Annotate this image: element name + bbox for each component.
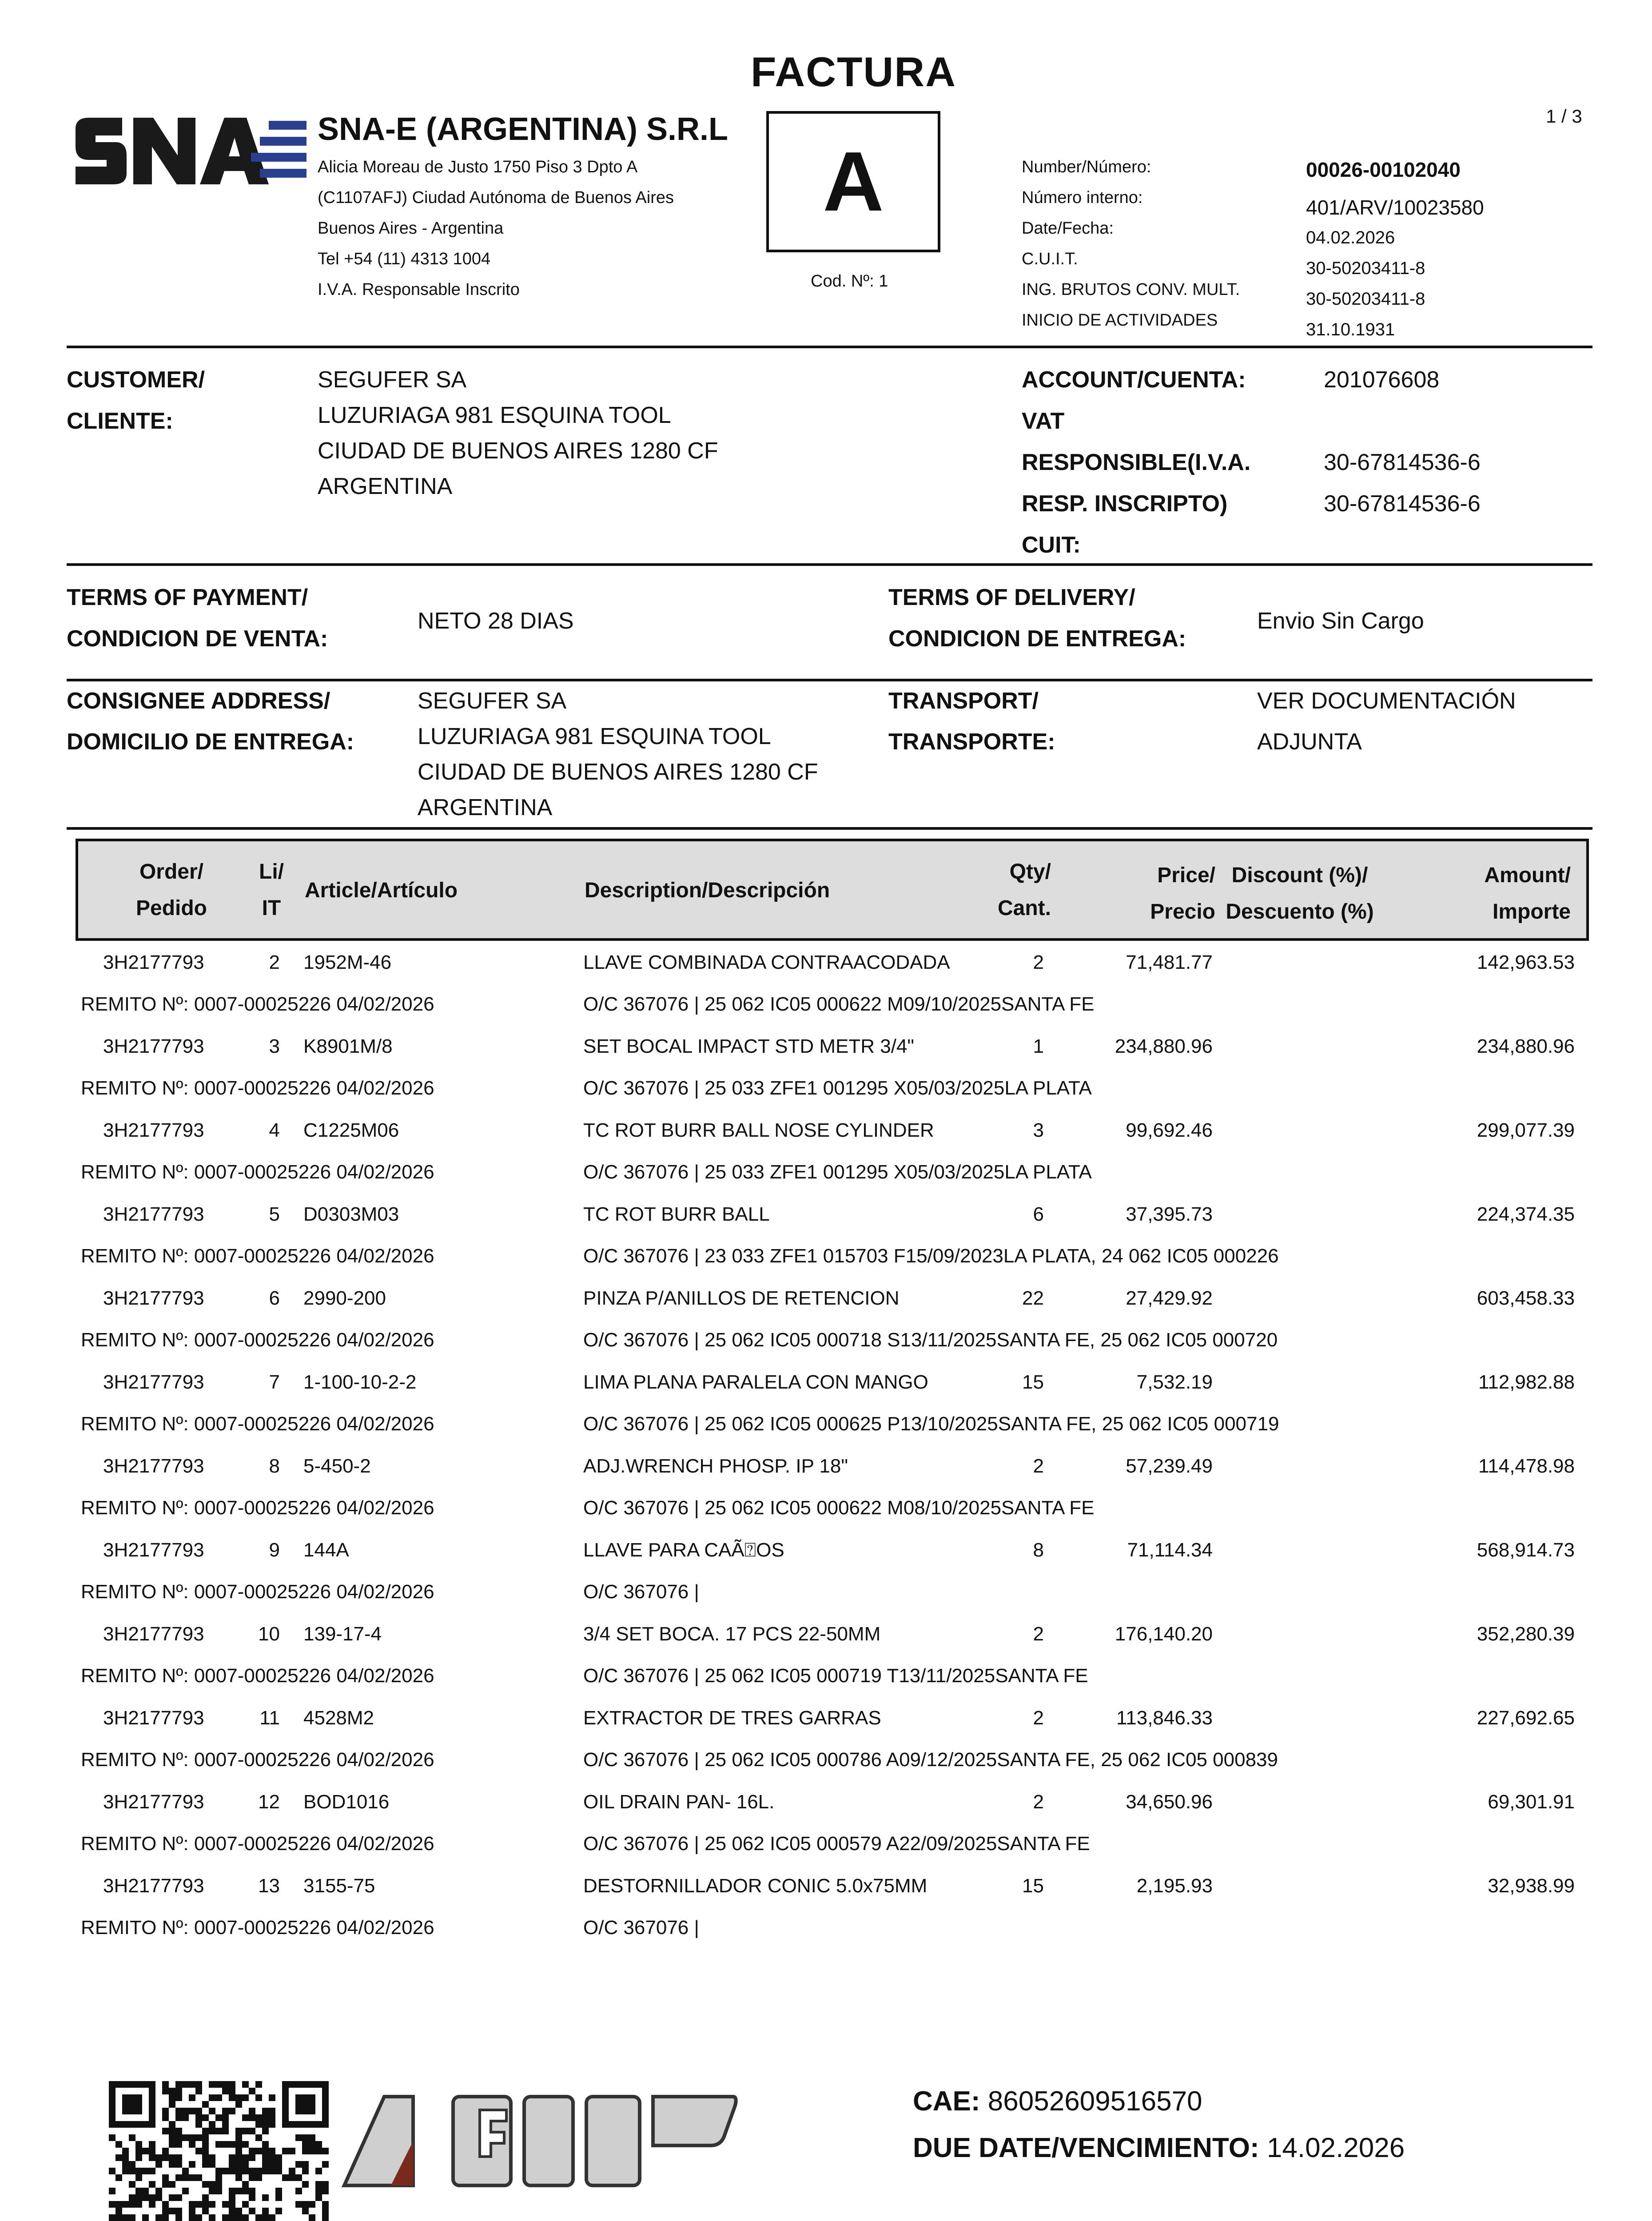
cuit-label: CUIT: — [1022, 532, 1081, 558]
line-item-cell: 8 — [269, 1455, 280, 1477]
consignee-country: ARGENTINA — [418, 795, 553, 820]
quantity-cell: 1 — [1033, 1035, 1044, 1057]
order-cell: 3H2177793 — [103, 1623, 204, 1645]
purchase-order-cell: O/C 367076 | 25 062 IC05 000579 A22/09/2025SANTA FE — [583, 1833, 1090, 1855]
cuit-value: 30-50203411-8 — [1306, 259, 1425, 278]
quantity-cell: 2 — [1033, 951, 1044, 973]
amount-cell: 32,938.99 — [1488, 1875, 1575, 1897]
consignee-label: DOMICILIO DE ENTREGA: — [67, 729, 354, 755]
article-cell: D0303M03 — [303, 1203, 399, 1225]
page-number: 1 / 3 — [1546, 106, 1582, 127]
order-cell: 3H2177793 — [103, 1203, 204, 1225]
article-cell: 3155-75 — [303, 1875, 375, 1897]
quantity-cell: 2 — [1033, 1791, 1044, 1813]
line-item-cell: 3 — [269, 1035, 280, 1057]
remito-cell: REMITO Nº: 0007-00025226 04/02/2026 — [81, 1413, 434, 1435]
quantity-cell: 2 — [1033, 1707, 1044, 1729]
line-item-cell: 2 — [269, 951, 280, 973]
company-phone: Tel +54 (11) 4313 1004 — [318, 250, 491, 268]
company-address-line: (C1107AFJ) Ciudad Autónoma de Buenos Aires — [318, 188, 674, 207]
col-header-qty: Qty/ Cant. — [998, 860, 1051, 920]
cae-line — [913, 2086, 1202, 2117]
quantity-cell: 15 — [1022, 1875, 1044, 1897]
description-cell: TC ROT BURR BALL — [583, 1203, 770, 1225]
company-address-line: Buenos Aires - Argentina — [318, 219, 504, 238]
description-cell: SET BOCAL IMPACT STD METR 3/4" — [583, 1035, 915, 1057]
due-date-line — [913, 2132, 1405, 2164]
amount-cell: 69,301.91 — [1488, 1791, 1575, 1813]
col-header-li: Li/ IT — [259, 860, 284, 920]
article-cell: BOD1016 — [303, 1791, 390, 1813]
company-tax-status: I.V.A. Responsable Inscrito — [318, 280, 520, 299]
quantity-cell: 3 — [1033, 1119, 1044, 1141]
quantity-cell: 8 — [1033, 1539, 1044, 1561]
consignee-address: LUZURIAGA 981 ESQUINA TOOL — [418, 724, 771, 749]
transport-label: TRANSPORTE: — [888, 729, 1055, 755]
order-cell: 3H2177793 — [103, 1119, 204, 1141]
line-item-cell: 9 — [269, 1539, 280, 1561]
article-cell: 1-100-10-2-2 — [303, 1371, 417, 1393]
description-cell: TC ROT BURR BALL NOSE CYLINDER — [583, 1119, 934, 1141]
document-title: FACTURA — [751, 48, 957, 95]
due-date-label: DUE DATE/VENCIMIENTO: — [913, 2133, 1259, 2163]
description-cell: EXTRACTOR DE TRES GARRAS — [583, 1707, 881, 1729]
customer-label: CUSTOMER/ — [67, 367, 205, 393]
article-cell: 4528M2 — [303, 1707, 374, 1729]
remito-cell: REMITO Nº: 0007-00025226 04/02/2026 — [81, 1329, 434, 1351]
remito-cell: REMITO Nº: 0007-00025226 04/02/2026 — [81, 1077, 434, 1099]
price-cell: 34,650.96 — [1126, 1791, 1213, 1813]
customer-address: LUZURIAGA 981 ESQUINA TOOL — [318, 402, 671, 428]
purchase-order-cell: O/C 367076 | 23 033 ZFE1 015703 F15/09/2023LA PLATA, 24 062 IC05 000226 — [583, 1245, 1279, 1267]
article-cell: 139-17-4 — [303, 1623, 382, 1645]
purchase-order-cell: O/C 367076 | 25 062 IC05 000786 A09/12/2025SANTA FE, 25 062 IC05 000839 — [583, 1749, 1278, 1771]
price-cell: 57,239.49 — [1126, 1455, 1213, 1477]
order-cell: 3H2177793 — [103, 1371, 204, 1393]
price-cell: 37,395.73 — [1126, 1203, 1213, 1225]
line-item-cell: 13 — [258, 1875, 280, 1897]
purchase-order-cell: O/C 367076 | 25 033 ZFE1 001295 X05/03/2025LA PLATA — [583, 1077, 1092, 1099]
purchase-order-cell: O/C 367076 | 25 062 IC05 000622 M08/10/2025SANTA FE — [583, 1497, 1095, 1519]
consignee-label: CONSIGNEE ADDRESS/ — [67, 688, 330, 714]
description-cell: LIMA PLANA PARALELA CON MANGO — [583, 1371, 928, 1393]
quantity-cell: 6 — [1033, 1203, 1044, 1225]
remito-cell: REMITO Nº: 0007-00025226 04/02/2026 — [81, 993, 434, 1015]
order-cell: 3H2177793 — [103, 951, 204, 973]
amount-cell: 114,478.98 — [1478, 1455, 1575, 1477]
line-item-cell: 4 — [269, 1119, 280, 1141]
consignee-city: CIUDAD DE BUENOS AIRES 1280 CF — [418, 759, 818, 785]
meta-label: C.U.I.T. — [1022, 250, 1078, 268]
price-cell: 27,429.92 — [1126, 1287, 1213, 1309]
customer-name: SEGUFER SA — [318, 367, 467, 393]
amount-cell: 568,914.73 — [1477, 1539, 1575, 1561]
customer-country: ARGENTINA — [318, 474, 453, 499]
amount-cell: 142,963.53 — [1477, 951, 1575, 973]
meta-label: Number/Número: — [1022, 158, 1151, 176]
delivery-terms-value: Envio Sin Cargo — [1257, 608, 1424, 634]
meta-label: INICIO DE ACTIVIDADES — [1022, 311, 1218, 330]
amount-cell: 234,880.96 — [1477, 1035, 1575, 1057]
due-date-value: 14.02.2026 — [1266, 2133, 1405, 2163]
col-header-description: Description/Descripción — [585, 879, 830, 902]
remito-cell: REMITO Nº: 0007-00025226 04/02/2026 — [81, 1161, 434, 1183]
divider — [67, 827, 1592, 830]
col-header-discount: Discount (%)/ Descuento (%) — [1226, 864, 1374, 923]
consignee-name: SEGUFER SA — [418, 688, 567, 714]
qr-code — [109, 2081, 329, 2221]
line-item-cell: 12 — [258, 1791, 280, 1813]
description-cell: DESTORNILLADOR CONIC 5.0x75MM — [583, 1875, 928, 1897]
internal-number: 401/ARV/10023580 — [1306, 196, 1484, 219]
cae-label: CAE: — [913, 2086, 980, 2117]
meta-label: Date/Fecha: — [1022, 219, 1114, 238]
amount-cell: 299,077.39 — [1477, 1119, 1575, 1141]
order-cell: 3H2177793 — [103, 1035, 204, 1057]
quantity-cell: 2 — [1033, 1455, 1044, 1477]
table-header — [76, 839, 1589, 941]
vat-label: VAT — [1022, 408, 1065, 434]
divider — [67, 346, 1592, 348]
purchase-order-cell: O/C 367076 | — [583, 1917, 699, 1938]
purchase-order-cell: O/C 367076 | 25 062 IC05 000625 P13/10/2025SANTA FE, 25 062 IC05 000719 — [583, 1413, 1279, 1435]
description-cell: OIL DRAIN PAN- 16L. — [583, 1791, 775, 1813]
account-number: 201076608 — [1324, 367, 1440, 393]
payment-terms-label: TERMS OF PAYMENT/ — [67, 585, 308, 610]
divider — [67, 563, 1592, 566]
company-address-line: Alicia Moreau de Justo 1750 Piso 3 Dpto A — [318, 158, 638, 176]
purchase-order-cell: O/C 367076 | — [583, 1581, 699, 1603]
amount-cell: 224,374.35 — [1477, 1203, 1575, 1225]
col-header-amount: Amount/ Importe — [1484, 864, 1571, 923]
col-header-article: Article/Artículo — [305, 879, 458, 902]
amount-cell: 112,982.88 — [1478, 1371, 1575, 1393]
col-header-order: Order/ Pedido — [135, 860, 207, 920]
remito-cell: REMITO Nº: 0007-00025226 04/02/2026 — [81, 1665, 434, 1687]
article-cell: K8901M/8 — [303, 1035, 393, 1057]
vat-label: RESPONSIBLE(I.V.A. — [1022, 450, 1251, 475]
purchase-order-cell: O/C 367076 | 25 062 IC05 000719 T13/11/2025SANTA FE — [583, 1665, 1088, 1687]
payment-terms-value: NETO 28 DIAS — [418, 608, 574, 634]
ingresos-brutos-value: 30-50203411-8 — [1306, 289, 1425, 309]
remito-cell: REMITO Nº: 0007-00025226 04/02/2026 — [81, 1497, 434, 1519]
invoice-date: 04.02.2026 — [1306, 228, 1395, 247]
divider — [67, 679, 1592, 681]
invoice-type-code: Cod. Nº: 1 — [811, 272, 888, 291]
vat-label: RESP. INSCRIPTO) — [1022, 491, 1228, 517]
remito-cell: REMITO Nº: 0007-00025226 04/02/2026 — [81, 1833, 434, 1855]
afip-logo — [338, 2079, 746, 2199]
remito-cell: REMITO Nº: 0007-00025226 04/02/2026 — [81, 1245, 434, 1267]
description-cell: 3/4 SET BOCA. 17 PCS 22-50MM — [583, 1623, 881, 1645]
order-cell: 3H2177793 — [103, 1707, 204, 1729]
article-cell: C1225M06 — [303, 1119, 399, 1141]
quantity-cell: 15 — [1022, 1371, 1044, 1393]
line-item-cell: 11 — [259, 1707, 280, 1729]
line-item-cell: 5 — [269, 1203, 280, 1225]
purchase-order-cell: O/C 367076 | 25 033 ZFE1 001295 X05/03/2025LA PLATA — [583, 1161, 1092, 1183]
account-label: ACCOUNT/CUENTA: — [1022, 367, 1246, 393]
price-cell: 71,114.34 — [1127, 1539, 1213, 1561]
amount-cell: 603,458.33 — [1477, 1287, 1575, 1309]
price-cell: 7,532.19 — [1136, 1371, 1213, 1393]
col-header-price: Price/ Precio — [1150, 864, 1215, 923]
amount-cell: 227,692.65 — [1477, 1707, 1575, 1729]
cae-value: 86052609516570 — [987, 2086, 1202, 2117]
customer-city: CIUDAD DE BUENOS AIRES 1280 CF — [318, 438, 718, 464]
meta-label: ING. BRUTOS CONV. MULT. — [1022, 280, 1240, 299]
remito-cell: REMITO Nº: 0007-00025226 04/02/2026 — [81, 1749, 434, 1771]
article-cell: 1952M-46 — [303, 951, 392, 973]
activity-start-date: 31.10.1931 — [1306, 320, 1395, 339]
customer-label: CLIENTE: — [67, 408, 173, 434]
article-cell: 2990-200 — [303, 1287, 386, 1309]
purchase-order-cell: O/C 367076 | 25 062 IC05 000622 M09/10/2025SANTA FE — [583, 993, 1095, 1015]
description-cell: LLAVE PARA CAÃ⍰OS — [583, 1539, 784, 1561]
transport-value: ADJUNTA — [1257, 729, 1362, 755]
customer-cuit: 30-67814536-6 — [1324, 491, 1481, 517]
article-cell: 5-450-2 — [303, 1455, 371, 1477]
remito-cell: REMITO Nº: 0007-00025226 04/02/2026 — [81, 1917, 434, 1938]
price-cell: 113,846.33 — [1116, 1707, 1213, 1729]
payment-terms-label: CONDICION DE VENTA: — [67, 626, 328, 652]
order-cell: 3H2177793 — [103, 1455, 204, 1477]
quantity-cell: 22 — [1022, 1287, 1044, 1309]
description-cell: LLAVE COMBINADA CONTRAACODADA — [583, 951, 950, 973]
invoice-type-box: A — [766, 111, 940, 252]
order-cell: 3H2177793 — [103, 1539, 204, 1561]
delivery-terms-label: CONDICION DE ENTREGA: — [888, 626, 1186, 652]
invoice-number: 00026-00102040 — [1306, 158, 1461, 181]
quantity-cell: 2 — [1033, 1623, 1044, 1645]
price-cell: 71,481.77 — [1126, 951, 1213, 973]
order-cell: 3H2177793 — [103, 1287, 204, 1309]
company-name: SNA-E (ARGENTINA) S.R.L — [318, 111, 728, 147]
order-cell: 3H2177793 — [103, 1875, 204, 1897]
transport-label: TRANSPORT/ — [888, 688, 1039, 714]
price-cell: 2,195.93 — [1136, 1875, 1213, 1897]
price-cell: 99,692.46 — [1126, 1119, 1213, 1141]
price-cell: 234,880.96 — [1115, 1035, 1213, 1057]
order-cell: 3H2177793 — [103, 1791, 204, 1813]
delivery-terms-label: TERMS OF DELIVERY/ — [888, 585, 1135, 610]
article-cell: 144A — [303, 1539, 349, 1561]
line-item-cell: 7 — [269, 1371, 280, 1393]
purchase-order-cell: O/C 367076 | 25 062 IC05 000718 S13/11/2025SANTA FE, 25 062 IC05 000720 — [583, 1329, 1278, 1351]
description-cell: PINZA P/ANILLOS DE RETENCION — [583, 1287, 900, 1309]
description-cell: ADJ.WRENCH PHOSP. IP 18" — [583, 1455, 848, 1477]
transport-value: VER DOCUMENTACIÓN — [1257, 688, 1516, 714]
meta-label: Número interno: — [1022, 188, 1143, 207]
vat-number: 30-67814536-6 — [1324, 450, 1481, 475]
line-item-cell: 6 — [269, 1287, 280, 1309]
sna-logo — [71, 102, 311, 200]
amount-cell: 352,280.39 — [1477, 1623, 1575, 1645]
remito-cell: REMITO Nº: 0007-00025226 04/02/2026 — [81, 1581, 434, 1603]
line-item-cell: 10 — [258, 1623, 280, 1645]
price-cell: 176,140.20 — [1115, 1623, 1213, 1645]
